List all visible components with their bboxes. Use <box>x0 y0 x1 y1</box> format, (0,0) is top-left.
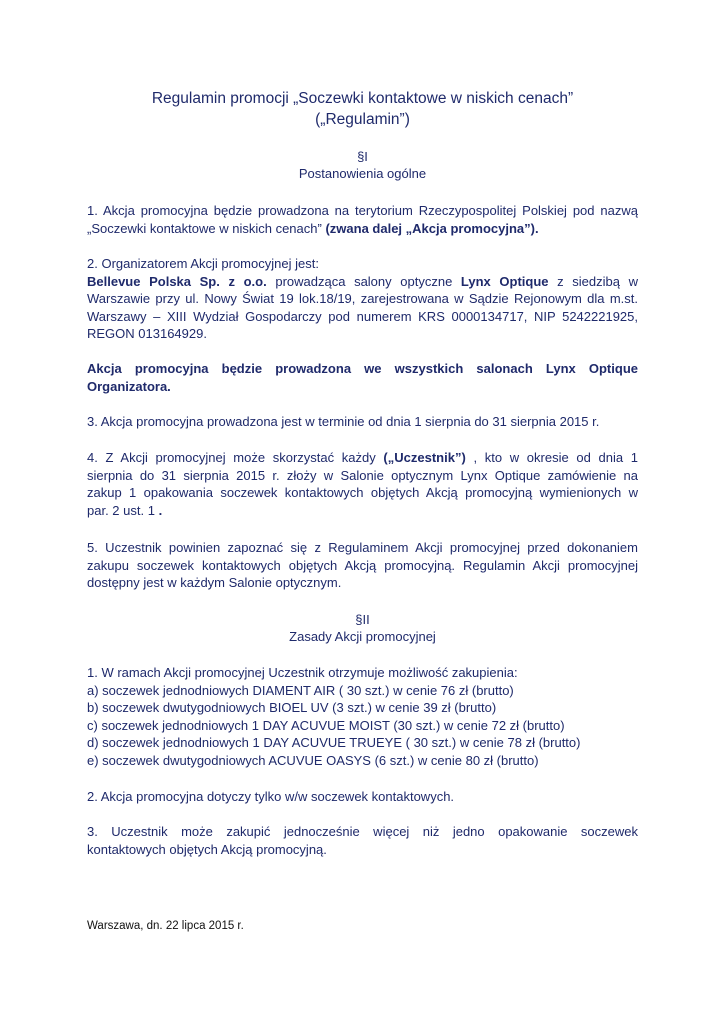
section-2-paragraph-3-line-2: kontaktowych objętych Akcją promocyjną. <box>87 841 327 857</box>
title-line-2: („Regulamin”) <box>315 111 410 128</box>
participant-term: („Uczestnik”) <box>383 450 466 465</box>
brand-name: Lynx Optique <box>460 273 549 289</box>
paragraph-1 <box>87 202 638 237</box>
paragraph-1-bold: (zwana dalej „Akcja promocyjna”). <box>325 220 539 236</box>
list-item: e) soczewek dwutygodniowych ACUVUE OASYS (6 szt.) w cenie 80 zł (brutto) <box>87 752 539 768</box>
paragraph-4-line-3: zakup 1 opakowania soczewek kontaktowych objętych Akcją promocyjną wymienionych w <box>87 485 638 501</box>
section-1-header <box>0 148 725 182</box>
section-2-paragraph-3 <box>87 823 638 858</box>
paragraph-4-line-4: par. 2 ust. 1 <box>87 502 155 518</box>
paragraph-3 <box>87 413 638 431</box>
section-2-paragraph-1-intro: 1. W ramach Akcji promocyjnej Uczestnik otrzymuje możliwość zakupienia: <box>87 665 518 680</box>
paragraph-2-line-3: Warszawie przy ul. Nowy Świat 19 lok.18/19, zarejestrowana w Sądzie Rejonowym dla m.st. <box>87 291 638 307</box>
paragraph-2-intro: 2. Organizatorem Akcji promocyjnej jest: <box>87 256 319 271</box>
section-2-heading: Zasady Akcji promocyjnej <box>289 629 436 644</box>
bold-paragraph-line-1: Akcja promocyjna będzie prowadzona we wszystkich salonach Lynx Optique <box>87 361 638 376</box>
document-title <box>0 88 725 130</box>
paragraph-4-bold-dot: . <box>158 502 163 518</box>
section-2-paragraph-1 <box>87 664 638 770</box>
paragraph-5-line-2: zakupu soczewek kontaktowych objętych Akcją promocyjną. Regulamin Akcji promocyjnej <box>87 557 638 573</box>
paragraph-2-mid-2: z siedzibą w <box>557 273 638 289</box>
list-item: c) soczewek jednodniowych 1 DAY ACUVUE MOIST (30 szt.) w cenie 72 zł (brutto) <box>87 717 565 733</box>
section-1-heading: Postanowienia ogólne <box>298 166 427 181</box>
paragraph-5-line-3: dostępny jest w każdym Salonie optycznym. <box>87 575 342 591</box>
paragraph-3-text: 3. Akcja promocyjna prowadzona jest w terminie od dnia 1 sierpnia do 31 sierpnia 2015 r. <box>87 414 600 429</box>
section-2-paragraph-2-text: 2. Akcja promocyjna dotyczy tylko w/w soczewek kontaktowych. <box>87 789 455 804</box>
section-2-paragraph-3-line-1: 3. Uczestnik może zakupić jednocześnie więcej niż jedno opakowanie soczewek <box>87 824 638 839</box>
bold-paragraph-line-2: Organizatora. <box>87 378 171 394</box>
paragraph-2-line-5: REGON 013164929. <box>87 326 207 342</box>
title-line-1: Regulamin promocji „Soczewki kontaktowe w niskich cenach” <box>151 90 574 107</box>
paragraph-4-start: 4. Z Akcji promocyjnej może skorzystać każdy <box>87 450 376 465</box>
paragraph-4 <box>87 449 638 519</box>
list-item: d) soczewek jednodniowych 1 DAY ACUVUE TRUEYE ( 30 szt.) w cenie 78 zł (brutto) <box>87 735 581 751</box>
list-item: b) soczewek dwutygodniowych BIOEL UV (3 szt.) w cenie 39 zł (brutto) <box>87 700 497 716</box>
paragraph-2-line-4: Warszawy – XIII Wydział Gospodarczy pod numerem KRS 0000134717, NIP 5242221925, <box>87 308 638 324</box>
bold-paragraph <box>87 360 638 395</box>
paragraph-5-line-1: 5. Uczestnik powinien zapoznać się z Regulaminem Akcji promocyjnej przed dokonaniem <box>87 540 638 555</box>
section-1-symbol: §I <box>357 149 368 164</box>
organizer-name: Bellevue Polska Sp. z o.o. <box>87 273 267 289</box>
list-item: a) soczewek jednodniowych DIAMENT AIR ( 30 szt.) w cenie 76 zł (brutto) <box>87 682 514 698</box>
paragraph-4-line-2: sierpnia do 31 sierpnia 2015 r. złoży w Salonie optycznym Lynx Optique zamówienie na <box>87 467 638 483</box>
paragraph-1-quote: „Soczewki kontaktowe w niskich cenach” <box>87 220 322 236</box>
section-2-symbol: §II <box>355 612 370 627</box>
section-2-paragraph-2 <box>87 788 638 806</box>
paragraph-5 <box>87 539 638 592</box>
paragraph-4-end: , kto w okresie od dnia 1 <box>473 450 638 465</box>
paragraph-2-mid-1: prowadząca salony optyczne <box>275 273 453 289</box>
document-date: Warszawa, dn. 22 lipca 2015 r. <box>87 920 244 932</box>
section-2-header <box>0 611 725 645</box>
paragraph-2 <box>87 255 638 343</box>
paragraph-1-line-1: 1. Akcja promocyjna będzie prowadzona na terytorium Rzeczypospolitej Polskiej pod nazwą <box>87 203 638 218</box>
